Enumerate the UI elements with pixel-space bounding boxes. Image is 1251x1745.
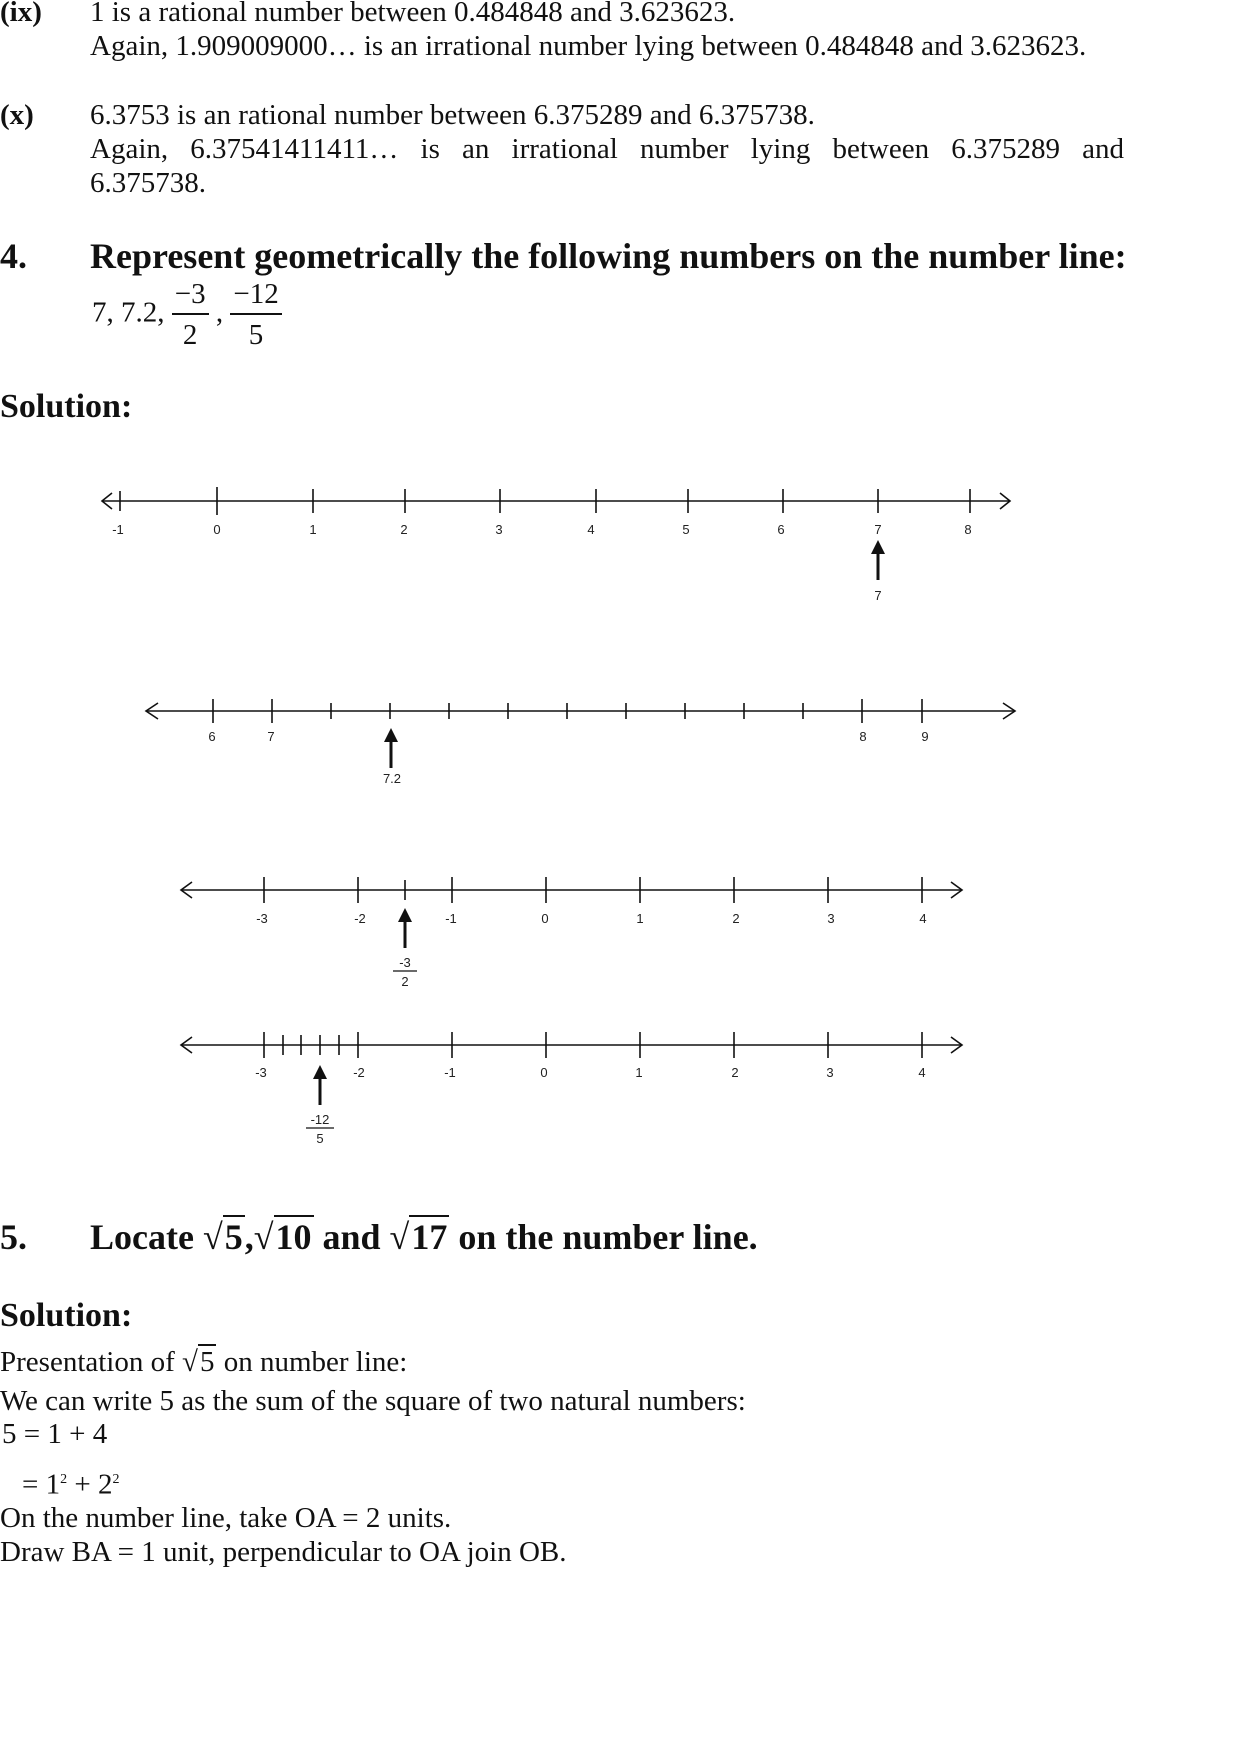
q4-expr-fraction-2 (230, 280, 281, 350)
q5-para-1-start: Presentation of (0, 1346, 175, 1378)
number-line-2 (146, 699, 1015, 768)
q5-para-2: We can write 5 as the sum of the square of two natural numbers: (0, 1385, 746, 1417)
q5-eq2-term-1: = 1 (22, 1468, 61, 1501)
number-line-marker-arrows (313, 540, 885, 1079)
nl1-tick-label: 5 (682, 522, 690, 537)
nl3-tick-label: 0 (541, 911, 549, 926)
nl3-tick-label: -2 (354, 911, 366, 926)
item-ix-line2: Again, 1.909009000… is an irrational number lying between 0.484848 and 3.623623. (90, 30, 1087, 62)
nl4-tick-label: 3 (826, 1065, 834, 1080)
nl2-tick-label: 7 (267, 729, 275, 744)
q4-expression (92, 280, 282, 350)
nl4-tick-label: -1 (444, 1065, 456, 1080)
arrow-up-icon (398, 908, 412, 922)
nl1-tick-label: 0 (213, 522, 221, 537)
nl1-tick-label: 6 (777, 522, 785, 537)
arrow-up-icon (871, 540, 885, 554)
nl4-tick-label: -3 (255, 1065, 267, 1080)
q5-para-3: On the number line, take OA = 2 units. (0, 1502, 452, 1534)
nl3-marker-numerator: -3 (399, 955, 411, 970)
item-x-line2: Again, 6.37541411411… is an irrational number lying between 6.375289 and (90, 133, 1124, 165)
number-line-4 (181, 1032, 962, 1128)
item-x-label: (x) (0, 99, 34, 131)
q5-eq2-exponent-1: 2 (60, 1472, 68, 1487)
q4-expr-lead: 7, 7.2, (92, 296, 172, 329)
q5-solution-label: Solution: (0, 1297, 133, 1334)
q5-sqrt-5: √5 (202, 1217, 243, 1257)
q5-and-word: and (322, 1217, 381, 1257)
q4-solution-label: Solution: (0, 388, 133, 425)
q5-separator: , (244, 1217, 254, 1257)
nl3-tick-label: -3 (256, 911, 268, 926)
q5-text (90, 1216, 758, 1258)
q5-equation-1: 5 = 1 + 4 (2, 1418, 108, 1450)
nl4-marker-denominator: 5 (316, 1131, 324, 1146)
nl3-tick-label: 3 (827, 911, 835, 926)
nl3-tick-label: 4 (919, 911, 927, 926)
q4-number: 4. (0, 236, 27, 276)
q5-equation-2 (22, 1462, 119, 1503)
item-ix-label: (ix) (0, 0, 42, 28)
nl4-tick-label: 1 (635, 1065, 643, 1080)
q5-eq2-exponent-2: 2 (112, 1472, 120, 1487)
nl1-tick-label: 2 (400, 522, 408, 537)
nl4-tick-label: 2 (731, 1065, 739, 1080)
q4-frac1-numerator: −3 (172, 280, 209, 315)
q5-para-1-sqrt-5: √5 (182, 1346, 215, 1378)
nl1-tick-label: 1 (309, 522, 317, 537)
nl1-tick-label: 7 (874, 522, 882, 537)
nl2-tick-label: 6 (208, 729, 216, 744)
q5-tail-text: on the number line. (458, 1217, 758, 1257)
arrow-up-icon (384, 728, 398, 742)
q4-text: Represent geometrically the following numbers on the number line: (90, 236, 1127, 276)
q5-para-4: Draw BA = 1 unit, perpendicular to OA join OB. (0, 1536, 567, 1568)
item-x-line3: 6.375738. (90, 167, 206, 199)
nl4-tick-label: 4 (918, 1065, 926, 1080)
nl4-marker-numerator: -12 (310, 1112, 330, 1127)
q5-number: 5. (0, 1217, 27, 1257)
arrow-up-icon (313, 1065, 327, 1079)
q4-expr-comma: , (215, 296, 224, 329)
nl2-tick-label: 9 (921, 729, 929, 744)
nl1-tick-label: -1 (112, 522, 124, 537)
nl3-tick-label: -1 (445, 911, 457, 926)
q5-sqrt-17: √17 (389, 1217, 448, 1257)
nl3-tick-label: 2 (732, 911, 740, 926)
q5-sqrt-10: √10 (253, 1217, 312, 1257)
nl2-marker-label: 7.2 (382, 771, 402, 786)
number-lines-figure (0, 470, 1251, 1170)
q4-frac1-denominator: 2 (182, 319, 198, 351)
q5-eq2-term-2: + 2 (67, 1468, 113, 1501)
number-line-3 (181, 877, 962, 971)
nl3-marker-denominator: 2 (401, 974, 409, 989)
nl3-tick-label: 1 (636, 911, 644, 926)
nl4-tick-label: 0 (540, 1065, 548, 1080)
nl4-tick-label: -2 (353, 1065, 365, 1080)
nl2-tick-label: 8 (859, 729, 867, 744)
nl1-tick-label: 3 (495, 522, 503, 537)
q4-frac2-denominator: 5 (248, 319, 264, 351)
q4-expr-fraction-1 (172, 280, 209, 350)
item-ix-line1: 1 is a rational number between 0.484848 and 3.623623. (90, 0, 736, 28)
q5-para-1-end: on number line: (223, 1346, 408, 1378)
nl1-tick-label: 8 (964, 522, 972, 537)
nl1-marker-label: 7 (874, 588, 882, 603)
q5-para-1 (0, 1344, 407, 1380)
q5-locate-word: Locate (90, 1217, 194, 1257)
nl1-tick-label: 4 (587, 522, 595, 537)
q4-frac2-numerator: −12 (230, 280, 281, 315)
item-x-line1: 6.3753 is an rational number between 6.375289 and 6.375738. (90, 99, 815, 131)
